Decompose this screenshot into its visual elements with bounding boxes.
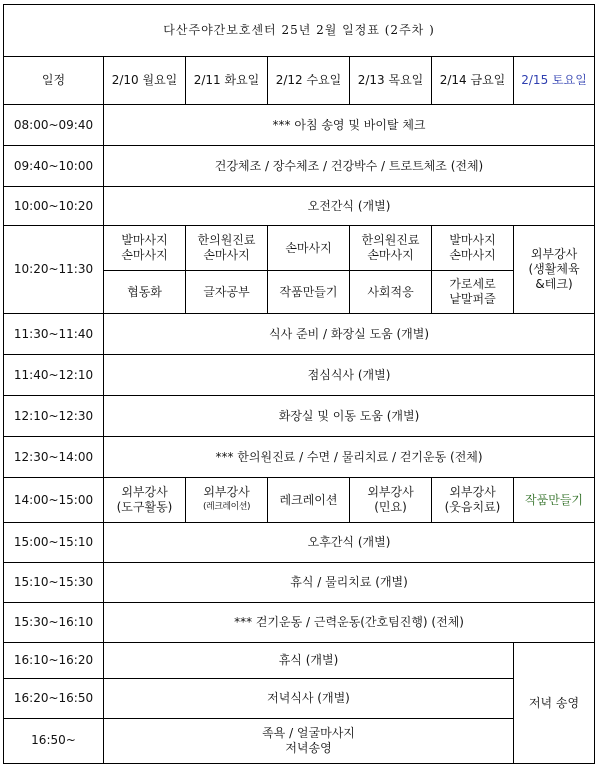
header-day-tue: 2/11 화요일 (186, 57, 268, 105)
header-day-mon: 2/10 월요일 (104, 57, 186, 105)
time-slot: 15:10~15:30 (4, 563, 104, 603)
time-slot: 11:30~11:40 (4, 314, 104, 355)
activity-cell: 식사 준비 / 화장실 도움 (개별) (104, 314, 595, 355)
activity-cell-sat-evening: 저녁 송영 (514, 643, 595, 764)
time-slot: 10:20~11:30 (4, 226, 104, 314)
activity-line: (레크레이션) (203, 502, 250, 513)
page-title: 다산주야간보호센터 25년 2월 일정표 (2주차 ) (4, 5, 595, 57)
activity-cell-mon-pm (104, 478, 186, 523)
activity-cell-wed-am2: 작품만들기 (268, 271, 350, 314)
activity-cell-sat-pm: 작품만들기 (514, 478, 595, 523)
activity-cell: 휴식 (개별) (104, 643, 514, 679)
activity-cell-fri-pm (432, 478, 514, 523)
activity-cell: 건강체조 / 장수체조 / 건강박수 / 트로트체조 (전체) (104, 146, 595, 187)
activity-cell-mon-am1: 발마사지 손마사지 (104, 226, 186, 271)
header-day-sat: 2/15 토요일 (514, 57, 595, 105)
activity-line: 외부강사 (449, 485, 496, 500)
activity-line: 저녁송영 (285, 740, 332, 755)
time-slot: 16:20~16:50 (4, 678, 104, 718)
activity-cell-sat-am: 외부강사 (생활체육 &테크) (514, 226, 595, 314)
activity-cell: *** 걷기운동 / 근력운동(간호팀진행) (전체) (104, 603, 595, 643)
activity-cell: *** 한의원진료 / 수면 / 물리치료 / 걷기운동 (전체) (104, 437, 595, 478)
activity-cell-thu-am2: 사회적응 (350, 271, 432, 314)
activity-cell-tue-am2: 글자공부 (186, 271, 268, 314)
schedule-table (3, 4, 595, 764)
activity-line: (웃음치료) (444, 500, 501, 515)
time-slot: 16:10~16:20 (4, 643, 104, 679)
time-slot: 11:40~12:10 (4, 355, 104, 396)
activity-cell (104, 718, 514, 763)
activity-cell-wed-am1: 손마사지 (268, 226, 350, 271)
activity-cell: 저녁식사 (개별) (104, 678, 514, 718)
activity-line: (민요) (374, 500, 407, 515)
activity-cell-tue-am1: 한의원진료 손마사지 (186, 226, 268, 271)
activity-cell-wed-pm: 레크레이션 (268, 478, 350, 523)
time-slot: 12:10~12:30 (4, 396, 104, 437)
header-day-fri: 2/14 금요일 (432, 57, 514, 105)
activity-cell-thu-pm (350, 478, 432, 523)
activity-cell-thu-am1: 한의원진료 손마사지 (350, 226, 432, 271)
activity-cell: 점심식사 (개별) (104, 355, 595, 396)
time-slot: 10:00~10:20 (4, 187, 104, 226)
activity-cell-fri-am2: 가로세로 낱말퍼즐 (432, 271, 514, 314)
activity-cell-fri-am1: 발마사지 손마사지 (432, 226, 514, 271)
header-day-wed: 2/12 수요일 (268, 57, 350, 105)
time-slot: 16:50~ (4, 718, 104, 763)
activity-cell: *** 아침 송영 및 바이탈 체크 (104, 105, 595, 146)
activity-cell-mon-am2: 협동화 (104, 271, 186, 314)
time-slot: 15:00~15:10 (4, 523, 104, 563)
time-slot: 09:40~10:00 (4, 146, 104, 187)
activity-cell: 오전간식 (개별) (104, 187, 595, 226)
time-slot: 15:30~16:10 (4, 603, 104, 643)
activity-cell: 오후간식 (개별) (104, 523, 595, 563)
activity-line: 외부강사 (203, 485, 250, 500)
header-day-thu: 2/13 목요일 (350, 57, 432, 105)
activity-cell: 화장실 및 이동 도움 (개별) (104, 396, 595, 437)
time-slot: 14:00~15:00 (4, 478, 104, 523)
activity-line: 족욕 / 얼굴마사지 (262, 725, 355, 740)
activity-line: 외부강사 (121, 485, 168, 500)
header-time-col: 일정 (4, 57, 104, 105)
activity-cell-tue-pm (186, 478, 268, 523)
activity-cell: 휴식 / 물리치료 (개별) (104, 563, 595, 603)
activity-line: 외부강사 (367, 485, 414, 500)
activity-line: (도구활동) (116, 500, 173, 515)
time-slot: 12:30~14:00 (4, 437, 104, 478)
time-slot: 08:00~09:40 (4, 105, 104, 146)
